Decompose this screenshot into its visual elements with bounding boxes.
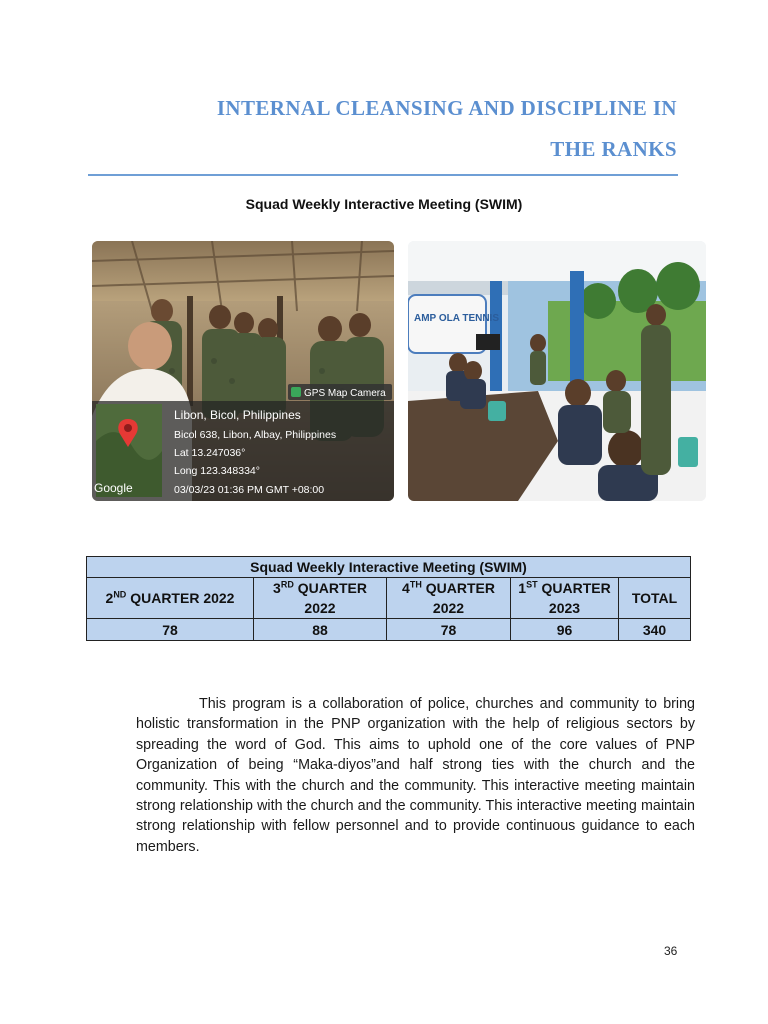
section-subtitle: Squad Weekly Interactive Meeting (SWIM) <box>245 196 523 212</box>
description-paragraph <box>136 694 695 857</box>
page-title-line-2: THE RANKS <box>550 137 677 161</box>
gps-latitude: Lat 13.247036° <box>174 447 246 459</box>
table-row <box>87 619 691 641</box>
photo-meeting-hall-image <box>408 241 706 501</box>
table-cell-q4-2022: 78 <box>387 619 511 641</box>
photo-prayer-meeting <box>92 241 394 501</box>
table-cell-q2-2022: 78 <box>87 619 254 641</box>
gps-timestamp: 03/03/23 01:36 PM GMT +08:00 <box>174 484 325 496</box>
tennis-sign-text: AMP OLA TENNIS <box>414 313 500 324</box>
page-title-line-1: INTERNAL CLEANSING AND DISCIPLINE IN <box>216 96 677 120</box>
table-cell-q1-2023: 96 <box>511 619 619 641</box>
table-cell-q3-2022: 88 <box>254 619 387 641</box>
gps-location-title: Libon, Bicol, Philippines <box>174 408 301 422</box>
table-header-q3-2022: 3RD QUARTER 2022 <box>254 578 387 619</box>
table-caption-row <box>87 557 691 578</box>
description-text: This program is a collaboration of police, churches and community to bring holistic transformation in the PNP organization with the help of religious sectors by spreading the word of God. This aims to uphold one of the core values of PNP Organization of being “Maka-diyos”and half strong ties with the church and the community. This with the church and the community. This interactive meeting maintain strong relationship with the church and the community. This interactive meeting maintain strong relationship with fellow personnel and to provide continuous guidance to each members. <box>136 696 695 855</box>
gps-longitude: Long 123.348334° <box>174 465 260 477</box>
table-caption: Squad Weekly Interactive Meeting (SWIM) <box>87 557 691 578</box>
gps-badge-label: GPS Map Camera <box>304 388 386 399</box>
map-brand-label: Google <box>94 481 133 495</box>
table-cell-total: 340 <box>619 619 691 641</box>
table-header-q2-2022: 2ND QUARTER 2022 <box>87 578 254 619</box>
gps-camera-icon <box>291 387 301 397</box>
table-header-q1-2023: 1ST QUARTER 2023 <box>511 578 619 619</box>
page-number: 36 <box>664 944 678 958</box>
title-divider <box>88 174 678 176</box>
gps-address: Bicol 638, Libon, Albay, Philippines <box>174 429 337 441</box>
table-header-q4-2022: 4TH QUARTER 2022 <box>387 578 511 619</box>
table-header-total: TOTAL <box>619 578 691 619</box>
swim-table <box>86 556 691 641</box>
photo-prayer-meeting-image <box>92 241 394 501</box>
page-title <box>117 88 677 170</box>
table-header-row <box>87 578 691 619</box>
photo-meeting-hall <box>408 241 706 501</box>
